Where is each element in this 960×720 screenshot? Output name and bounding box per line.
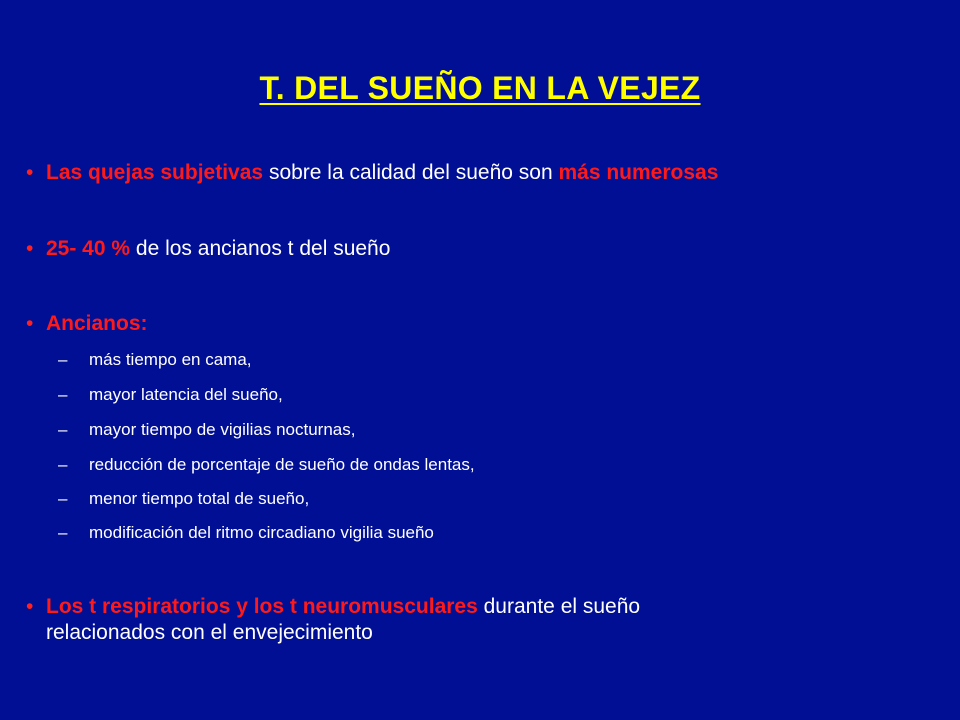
- dash-marker: –: [58, 350, 68, 369]
- sub-item-text: menor tiempo total de sueño,: [89, 489, 310, 508]
- bullet-dot: •: [26, 595, 34, 618]
- bullet-text: [46, 311, 936, 337]
- dash-marker: –: [58, 489, 68, 508]
- body-text: durante el sueño: [477, 595, 641, 618]
- slide-title: T. DEL SUEÑO EN LA VEJEZ: [259, 70, 701, 106]
- bullet-text: [46, 236, 936, 262]
- bullet-text: [46, 160, 936, 186]
- dash-marker: –: [58, 385, 68, 404]
- dash-marker: –: [58, 523, 68, 542]
- highlight-text: Los t respiratorios y los t neuromusculares: [46, 595, 478, 618]
- highlight-text: más numerosas: [558, 161, 719, 184]
- sub-item-text: más tiempo en cama,: [89, 350, 252, 369]
- bullet-dot: •: [26, 312, 34, 335]
- body-text: sobre la calidad del sueño son: [263, 161, 559, 184]
- body-text: de los ancianos t del sueño: [130, 237, 391, 260]
- bullet-dot: •: [26, 237, 34, 260]
- body-text-line2: relacionados con el envejecimiento: [46, 621, 373, 644]
- sub-item-text: modificación del ritmo circadiano vigilia sueño: [89, 523, 434, 542]
- sub-item-text: reducción de porcentaje de sueño de ondas lentas,: [89, 455, 475, 474]
- bullet-dot: •: [26, 161, 34, 184]
- dash-marker: –: [58, 420, 68, 439]
- highlight-text: Las quejas subjetivas: [46, 161, 264, 184]
- highlight-text: 25- 40 %: [46, 237, 131, 260]
- highlight-text: Ancianos:: [46, 312, 148, 335]
- sub-item-text: mayor tiempo de vigilias nocturnas,: [89, 420, 356, 439]
- bullet-text: [46, 594, 936, 646]
- sub-item-text: mayor latencia del sueño,: [89, 385, 283, 404]
- dash-marker: –: [58, 455, 68, 474]
